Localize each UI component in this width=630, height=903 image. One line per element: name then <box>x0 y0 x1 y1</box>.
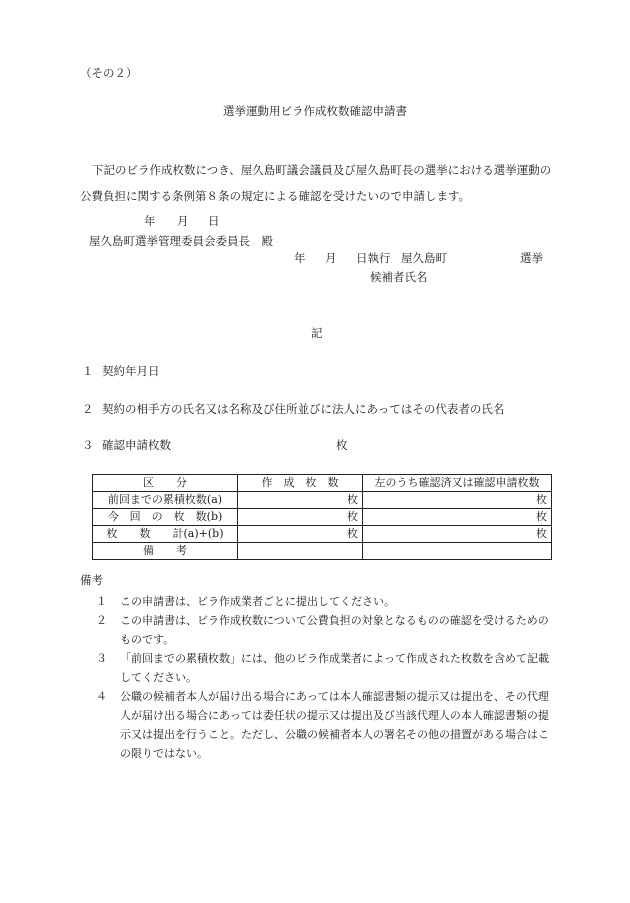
sheet-count-table <box>92 474 552 560</box>
addressee: 屋久島町選挙管理委員会委員長 殿 <box>89 234 273 248</box>
remarks-title: 備考 <box>80 573 103 587</box>
item-2-number: ２ <box>82 402 94 416</box>
intro-paragraph: 下記のビラ作成枚数につき、屋久島町議会議員及び屋久島町長の選挙における選挙運動の公費負担に関する条例第８条の規定による確認を受けたいので申請します。 <box>80 163 552 203</box>
remark-number: ３ <box>96 652 107 665</box>
remark-3 <box>96 649 552 687</box>
remark-text: 「前回までの累積枚数」には、他のビラ作成業者によって作成された枚数を含めて記載してください。 <box>120 652 549 684</box>
remark-text: この申請書は、ビラ作成枚数について公費負担の対象となるものの確認を受けるためのものです。 <box>120 614 549 646</box>
table-header-row <box>93 475 552 492</box>
header-confirmed-count: 左のうち確認済又は確認申請枚数 <box>363 475 552 492</box>
election-label: 選挙 <box>520 251 543 265</box>
row-confirmed-unit: 枚 <box>363 509 552 526</box>
date-year-label: 年 <box>144 214 156 228</box>
remark-text: この申請書は、ビラ作成業者ごとに提出してください。 <box>120 595 395 608</box>
row-confirmed-unit: 枚 <box>363 526 552 543</box>
election-place: 屋久島町 <box>401 251 447 265</box>
item-1-number: １ <box>82 364 94 378</box>
election-month-label: 月 <box>325 251 337 265</box>
table-row <box>93 543 552 560</box>
row-label: 前回までの累積枚数(a) <box>93 492 238 509</box>
table-row <box>93 492 552 509</box>
row-created-unit <box>238 543 363 560</box>
row-created-unit: 枚 <box>238 492 363 509</box>
item-3-label: 確認申請枚数 <box>102 438 171 452</box>
remark-1 <box>96 592 552 611</box>
item-2-label: 契約の相手方の氏名又は名称及び住所並びに法人にあってはその代表者の氏名 <box>102 402 505 416</box>
row-created-unit: 枚 <box>238 526 363 543</box>
remark-number: １ <box>96 595 107 608</box>
item-3-number: ３ <box>82 438 94 452</box>
candidate-name-label: 候補者氏名 <box>370 270 428 284</box>
row-label: 備 考 <box>93 543 238 560</box>
date-day-label: 日 <box>208 214 220 228</box>
remark-number: ２ <box>96 614 107 627</box>
remark-number: ４ <box>96 690 107 703</box>
election-executed-label: 日執行 <box>356 251 391 265</box>
ki-heading: 記 <box>311 326 323 340</box>
table-row <box>93 509 552 526</box>
item-3-unit: 枚 <box>336 438 348 452</box>
table-row <box>93 526 552 543</box>
header-category: 区 分 <box>93 475 238 492</box>
remark-2 <box>96 611 552 649</box>
row-label: 今 回 の 枚 数(b) <box>93 509 238 526</box>
remark-4 <box>96 687 552 763</box>
form-number: （その２） <box>80 66 138 80</box>
row-confirmed-unit: 枚 <box>363 492 552 509</box>
document-title: 選挙運動用ビラ作成枚数確認申請書 <box>223 104 407 118</box>
item-1-label: 契約年月日 <box>102 364 160 378</box>
election-year-label: 年 <box>294 251 306 265</box>
row-confirmed-unit <box>363 543 552 560</box>
date-month-label: 月 <box>177 214 189 228</box>
row-label: 枚 数 計(a)+(b) <box>93 526 238 543</box>
header-created-count: 作 成 枚 数 <box>238 475 363 492</box>
row-created-unit: 枚 <box>238 509 363 526</box>
remark-text: 公職の候補者本人が届け出る場合にあっては本人確認書類の提示又は提出を、その代理人が届け出る場合にあっては委任状の提示又は提出及び当該代理人の本人確認書類の提示又は提出を行うこと。ただし、公職の候補者本人の署名その他の措置がある場合はこの限りではない。 <box>120 690 549 760</box>
